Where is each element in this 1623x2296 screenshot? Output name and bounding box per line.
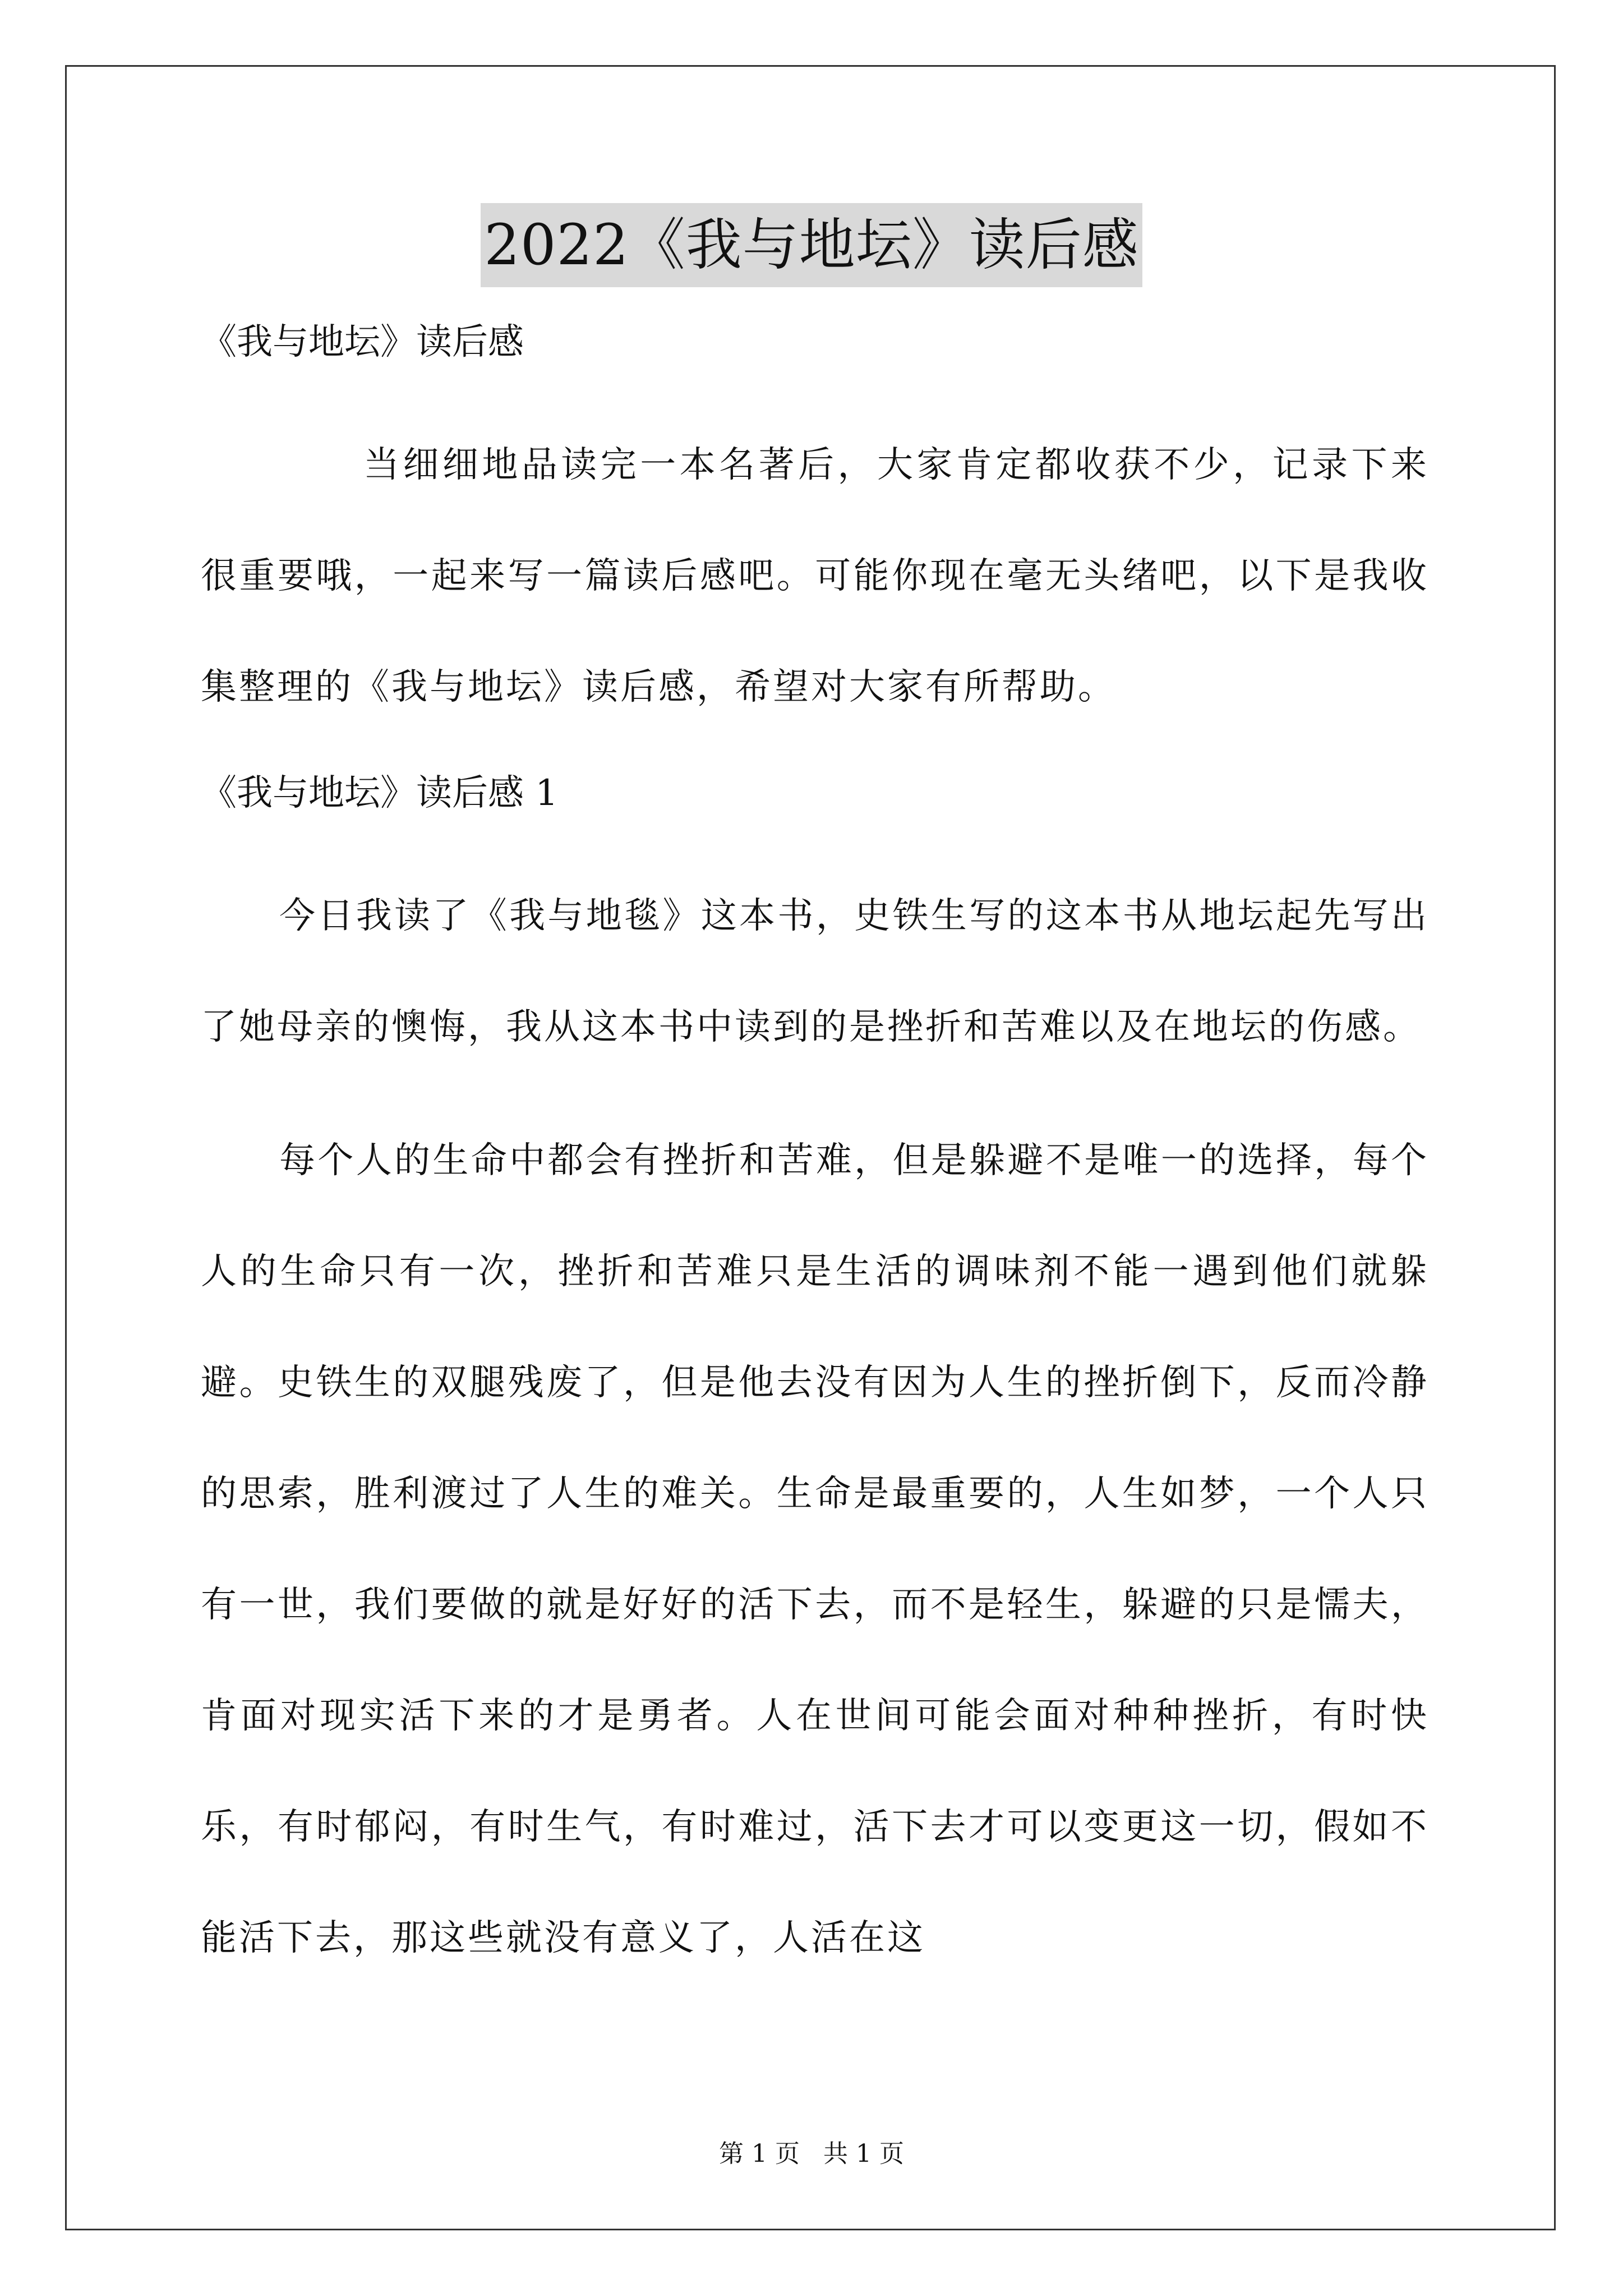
document-body bbox=[201, 314, 1429, 1994]
body-paragraph: 每个人的生命中都会有挫折和苦难，但是躲避不是唯一的选择，每个人的生命只有一次，挫折和苦难只是生活的调味剂不能一遇到他们就躲避。史铁生的双腿残废了，但是他去没有因为人生的挫折倒下，反而冷静的思索，胜利渡过了人生的难关。生命是最重要的，人生如梦，一个人只有一世，我们要做的就是好好的活下去，而不是轻生，躲避的只是懦夫，肯面对现实活下来的才是勇者。人在世间可能会面对种种挫折，有时快乐，有时郁闷，有时生气，有时难过，活下去才可以变更这一切，假如不能活下去，那这些就没有意义了，人活在这 bbox=[201, 1140, 1429, 1959]
body-paragraph: 今日我读了《我与地毯》这本书，史铁生写的这本书从地坛起先写出了她母亲的懊悔，我从这本书中读到的是挫折和苦难以及在地坛的伤感。 bbox=[201, 895, 1429, 1048]
title-container bbox=[0, 203, 1623, 287]
section-1-heading: 《我与地坛》读后感 1 bbox=[201, 772, 559, 814]
page-footer: 第 1 页 共 1 页 bbox=[719, 2139, 904, 2168]
subheading: 《我与地坛》读后感 bbox=[201, 321, 524, 363]
intro-paragraph: 当细细地品读完一本名著后，大家肯定都收获不少，记录下来很重要哦，一起来写一篇读后感吧。可能你现在毫无头绪吧，以下是我收集整理的《我与地坛》读后感，希望对大家有所帮助。 bbox=[201, 444, 1429, 708]
document-title: 2022《我与地坛》读后感 bbox=[481, 203, 1142, 287]
